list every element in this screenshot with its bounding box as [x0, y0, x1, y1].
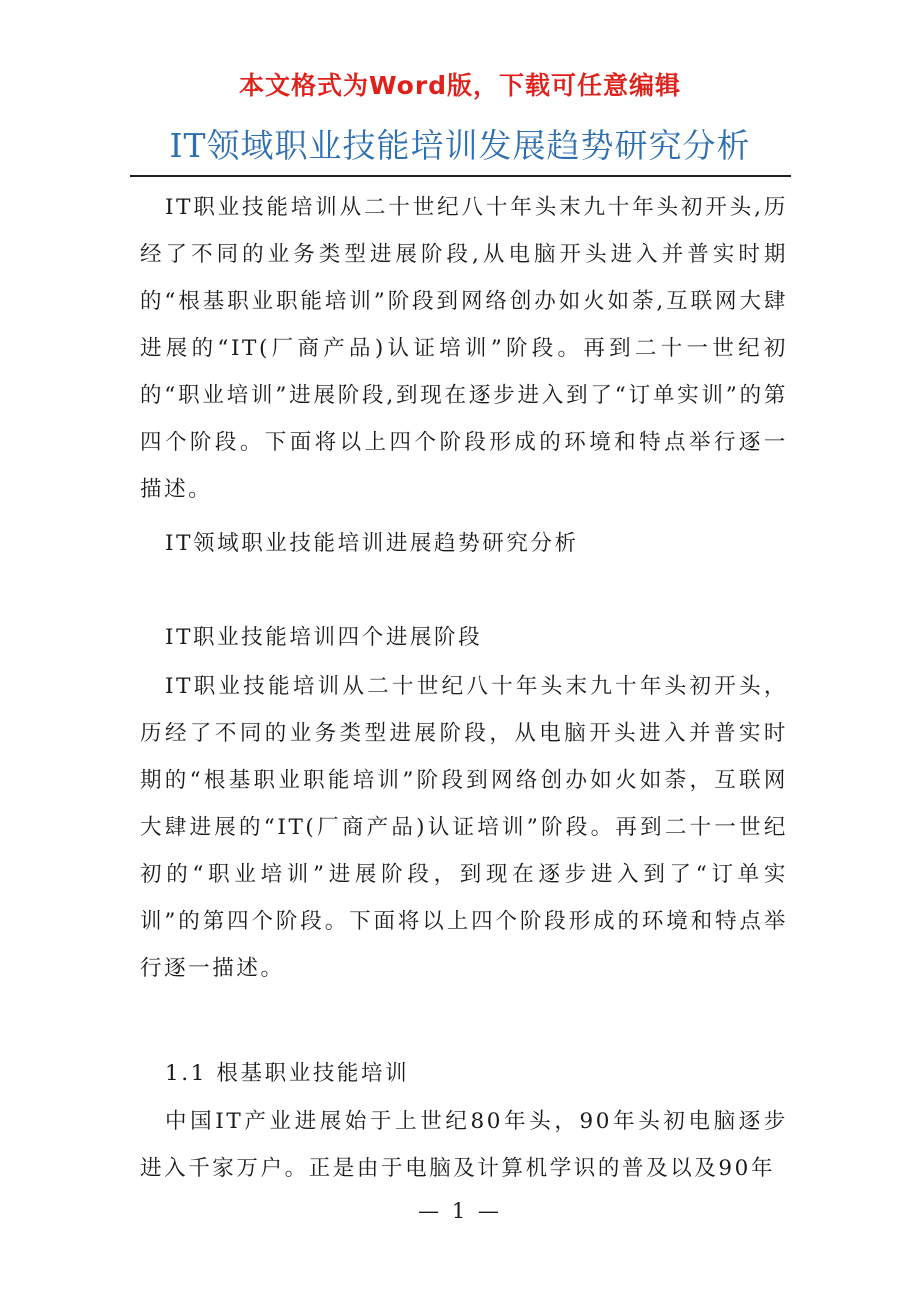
document-title: IT领域职业技能培训发展趋势研究分析 — [169, 126, 751, 165]
title-divider — [130, 175, 791, 177]
basic-training-paragraph: 中国IT产业进展始于上世纪80年头，90年头初电脑逐步进入千家万户。正是由于电脑及计算机学识的普及以及90年 — [140, 1109, 788, 1181]
section-heading-analysis: IT领域职业技能培训进展趋势研究分析 — [165, 531, 579, 556]
stages-paragraph: IT职业技能培训从二十世纪八十年头末九十年头初开头，历经了不同的业务类型进展阶段，从电脑开头进入并普实时期的“根基职业职能培训”阶段到网络创办如火如荼，互联网大肆进展的“IT(厂商产品)认证培训”阶段。再到二十一世纪初的“职业培训”进展阶段，到现在逐步进入到了“订单实训”的第四个阶段。下面将以上四个阶段形成的环境和特点举行逐一描述。 — [140, 674, 788, 981]
format-notice-banner: 本文格式为Word版，下载可任意编辑 — [238, 71, 682, 100]
intro-paragraph: IT职业技能培训从二十世纪八十年头末九十年头初开头,历经了不同的业务类型进展阶段,从电脑开头进入并普实时期的“根基职业职能培训”阶段到网络创办如火如荼,互联网大肆进展的“IT(厂商产品)认证培训”阶段。再到二十一世纪初的“职业培训”进展阶段,到现在逐步进入到了“订单实训”的第四个阶段。下面将以上四个阶段形成的环境和特点举行逐一描述。 — [140, 195, 788, 502]
page-number: — 1 — — [418, 1199, 502, 1223]
section-heading-four-stages: IT职业技能培训四个进展阶段 — [165, 625, 483, 650]
section-heading-basic-training: 1.1 根基职业技能培训 — [165, 1061, 410, 1086]
